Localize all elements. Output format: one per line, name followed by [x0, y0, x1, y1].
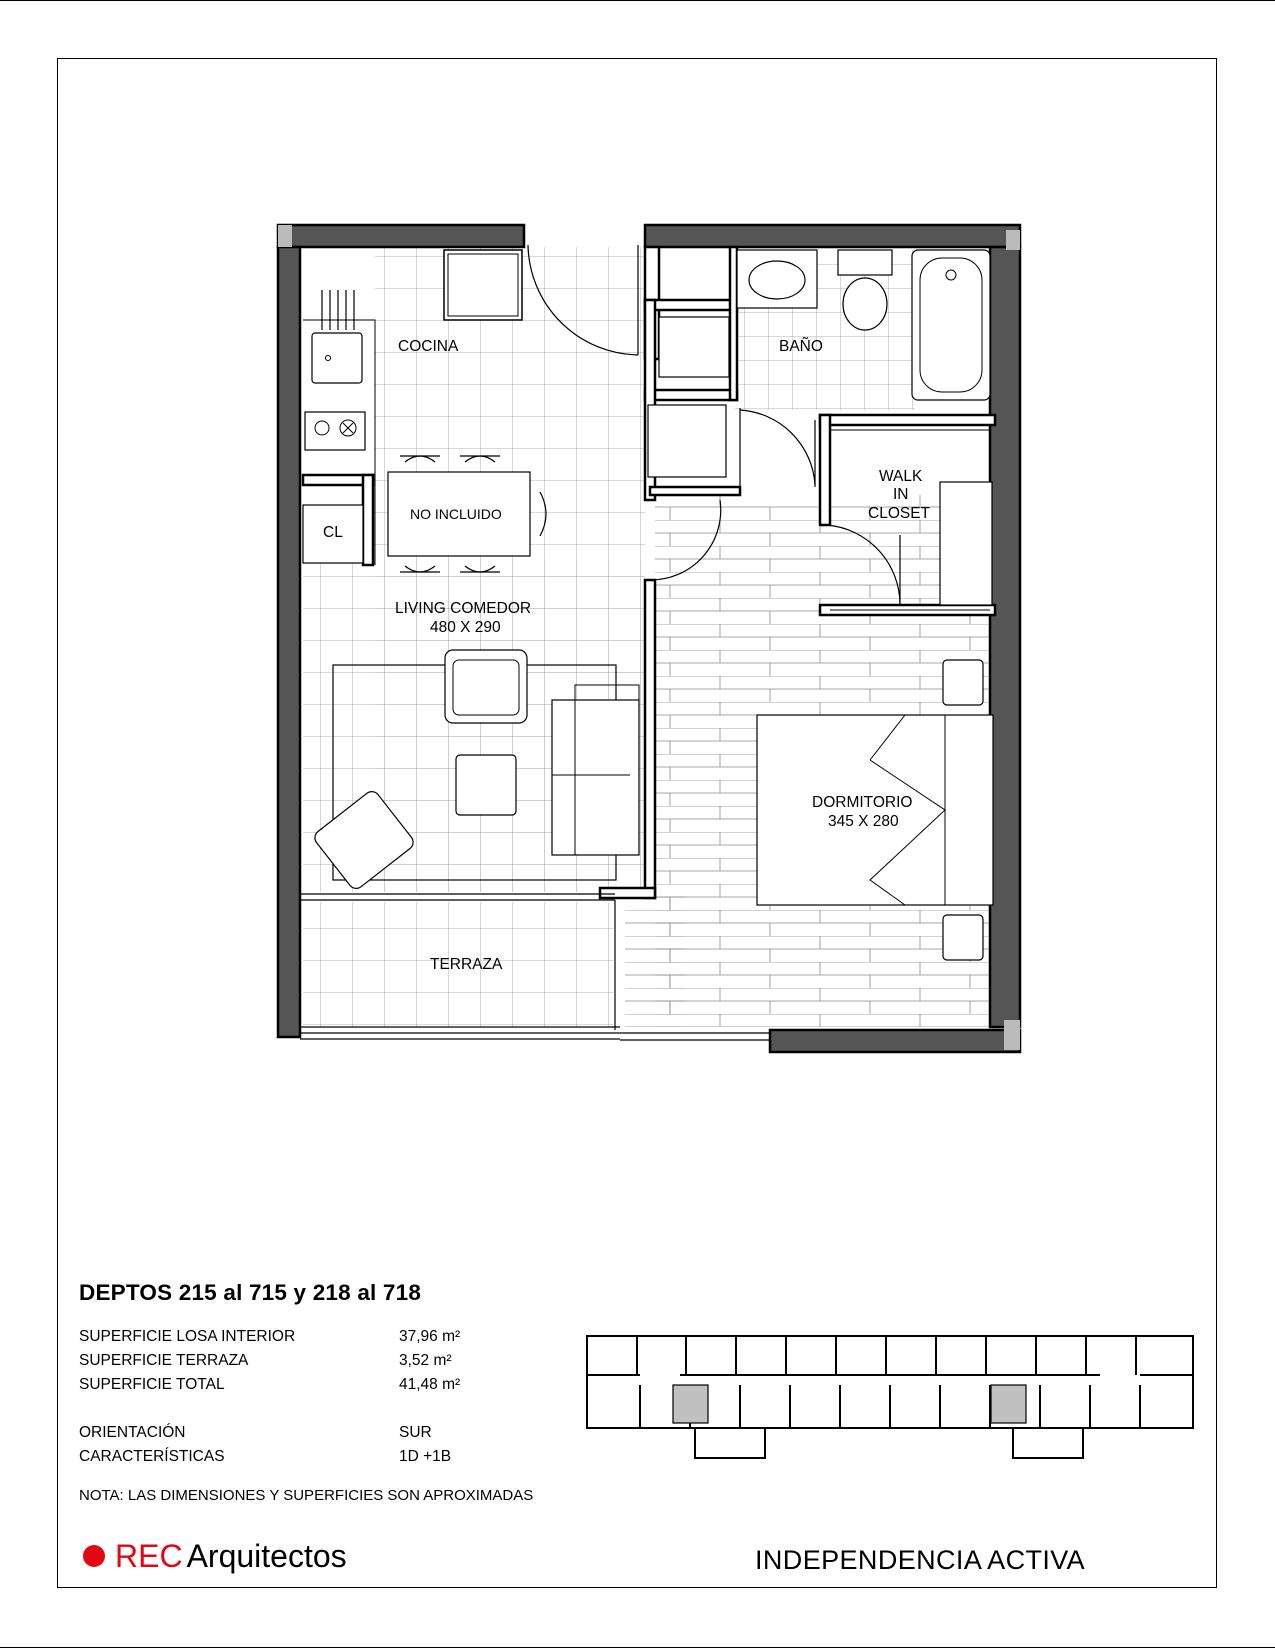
key-plan-highlight-right: [991, 1385, 1026, 1423]
disclaimer-note: NOTA: LAS DIMENSIONES Y SUPERFICIES SON APROXIMADAS: [79, 1487, 534, 1504]
spec-value: SUR: [399, 1424, 432, 1441]
bottom-rule: [0, 1647, 1275, 1648]
spec-value: 37,96 m²: [399, 1328, 461, 1345]
label-closet: CLOSET: [868, 505, 931, 522]
project-name: INDEPENDENCIA ACTIVA: [755, 1545, 1086, 1575]
red-dot-icon: [83, 1545, 105, 1567]
spec-label: SUPERFICIE LOSA INTERIOR: [79, 1328, 296, 1345]
label-no-incluido: NO INCLUIDO: [410, 506, 502, 522]
label-dormitorio: DORMITORIO: [812, 794, 913, 811]
spec-label: ORIENTACIÓN: [79, 1424, 186, 1441]
label-living-comedor: LIVING COMEDOR: [395, 600, 532, 617]
spec-value: 1D +1B: [399, 1448, 452, 1465]
spec-label: SUPERFICIE TERRAZA: [79, 1352, 249, 1369]
label-bano: BAÑO: [779, 338, 823, 355]
logo-rec-text: REC: [115, 1537, 183, 1574]
spec-value: 3,52 m²: [399, 1352, 452, 1369]
label-cocina: COCINA: [398, 338, 459, 355]
label-living-dims: 480 X 290: [430, 619, 501, 636]
spec-label: SUPERFICIE TOTAL: [79, 1376, 225, 1393]
label-terraza: TERRAZA: [430, 956, 503, 973]
rec-arquitectos-logo: [83, 1536, 347, 1576]
spec-value: 41,48 m²: [399, 1376, 461, 1393]
unit-title: DEPTOS 215 al 715 y 218 al 718: [79, 1280, 422, 1305]
spec-label: CARACTERÍSTICAS: [79, 1448, 225, 1465]
logo-arquitectos-text: Arquitectos: [186, 1537, 347, 1574]
key-plan-highlight-left: [673, 1385, 708, 1423]
label-in: IN: [893, 486, 909, 503]
label-walk: WALK: [879, 468, 923, 485]
label-dormitorio-dims: 345 X 280: [828, 813, 899, 830]
label-cl: CL: [323, 524, 343, 541]
